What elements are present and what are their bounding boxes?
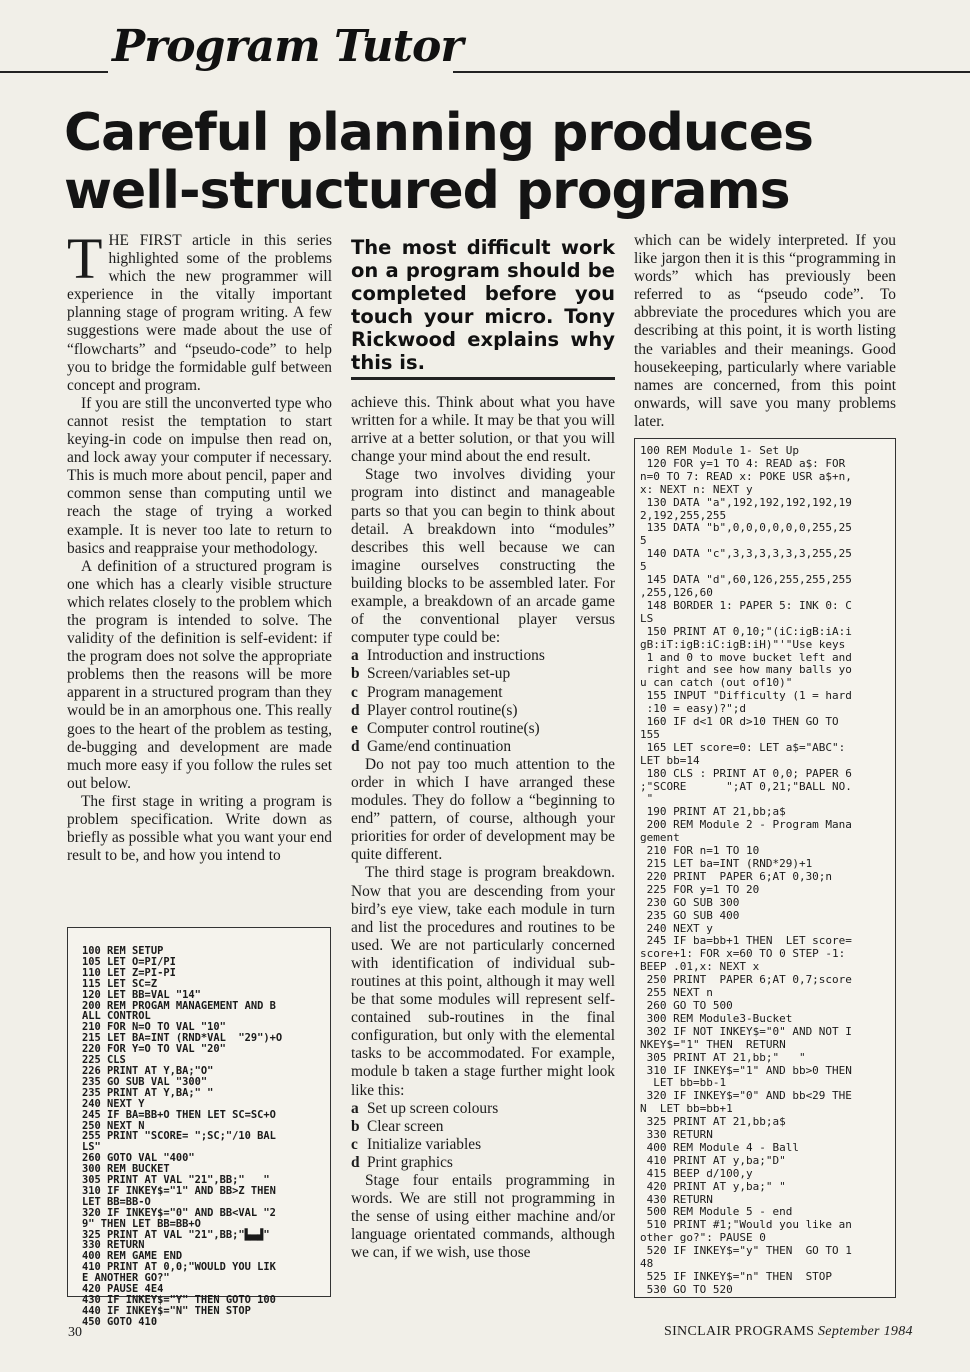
code-line: N LET bb=bb+1 [640, 1102, 733, 1116]
list-item: b Screen/variables set-up [351, 665, 511, 683]
code-line: 310 IF INKEY$="1" AND bb>0 THEN [640, 1063, 852, 1077]
code-line: n=0 TO 7: READ x: POKE USR a$+n, [640, 469, 852, 483]
code-line: ALL CONTROL [82, 1010, 151, 1023]
code-line: 520 IF INKEY$="y" THEN GO TO 1 [640, 1244, 852, 1258]
code-line: 500 REM Module 5 - end [640, 1205, 793, 1219]
code-line: score+1: FOR x=60 TO 0 STEP -1: [640, 947, 846, 961]
code-line: 140 DATA "c",3,3,3,3,3,3,255,25 [640, 547, 852, 561]
code-line: 130 DATA "a",192,192,192,192,19 [640, 495, 852, 509]
footer-credit [664, 1324, 913, 1340]
code-line: 260 GOTO VAL "400" [82, 1152, 195, 1165]
standfirst: The most difficult work on a program should be completed before you touch your micro. Tony Rickwood explains why this is. [351, 236, 615, 374]
code-line: 235 GO SUB 400 [640, 908, 740, 922]
code-line: 430 IF INKEY$="Y" THEN GOTO 100 [82, 1294, 276, 1306]
code-line: 1 and 0 to move bucket left and [640, 650, 852, 664]
code-line: 190 PRINT AT 21,bb;a$ [640, 805, 786, 819]
code-line: 100 REM Module 1- Set Up [640, 444, 799, 457]
code-line: 305 PRINT AT VAL "21",BB;" " [82, 1174, 270, 1187]
code-line: 220 FOR Y=O TO VAL "20" [82, 1043, 226, 1056]
code-line: 115 LET SC=Z [82, 977, 158, 990]
issue-date: September 1984 [818, 1324, 913, 1339]
article-column-2 [351, 394, 615, 1263]
list-item: c Program management [351, 683, 503, 701]
list-item: a Set up screen colours [351, 1099, 499, 1117]
code-line: 325 PRINT AT VAL "21",BB;"▙▄▟" [82, 1228, 270, 1241]
code-line: other go?": PAUSE 0 [640, 1231, 766, 1245]
show-through-decoration [540, 8, 553, 58]
code-line: 245 IF BA=BB+O THEN LET SC=SC+O [82, 1108, 276, 1121]
code-line: 210 FOR N=O TO VAL "10" [82, 1021, 226, 1034]
body-paragraph: which can be widely interpreted. If you like jargon then it is this “programming in words” which has previously been referred to as “pseudo code”. To abbreviate the procedures which you are describing at this point, it is worth listing the variables and their meanings. Good housekeeping, particularly where variable names are concerned, from this point onwards, will save you many problems later. [634, 232, 896, 430]
code-line: 320 IF INKEY$="0" AND bb<29 THE [640, 1089, 852, 1103]
page-number: 30 [68, 1325, 82, 1340]
code-line: 225 FOR y=1 TO 20 [640, 882, 760, 896]
code-line: LS [640, 611, 654, 625]
code-line: 410 PRINT AT y,ba;"D" [640, 1153, 786, 1167]
list-item: b Clear screen [351, 1117, 444, 1135]
code-line: 235 GO SUB VAL "300" [82, 1075, 208, 1088]
intro-paragraph [67, 226, 332, 395]
code-line: 210 FOR n=1 TO 10 [640, 844, 760, 858]
code-line: ;"SCORE ";AT 0,21;"BALL NO. [640, 779, 852, 793]
code-line: gement [640, 831, 680, 845]
code-line: 48 [640, 1257, 654, 1271]
code-line: 225 CLS [82, 1054, 126, 1067]
code-line: 420 PAUSE 4E4 [82, 1283, 164, 1296]
publication-name: SINCLAIR PROGRAMS [664, 1324, 815, 1339]
code-line: x: NEXT n: NEXT y [640, 482, 753, 496]
article-column-1 [67, 226, 332, 865]
section-title: Program Tutor [112, 21, 463, 72]
code-line: 215 LET BA=INT (RND*VAL "29")+O [82, 1032, 283, 1045]
code-line: 160 IF d<1 OR d>10 THEN GO TO [640, 715, 839, 729]
code-line: E ANOTHER GO?" [82, 1272, 170, 1285]
code-line: 220 PRINT PAPER 6;AT 0,30;n [640, 869, 833, 883]
module-list [351, 647, 615, 756]
code-line: 430 RETURN [640, 1192, 713, 1206]
code-line: 245 IF ba=bb+1 THEN LET score= [640, 934, 852, 948]
code-line: LET bb=14 [640, 753, 700, 767]
code-line: 150 PRINT AT 0,10;"(iC:igB:iA:i [640, 624, 852, 638]
code-line: 300 REM Module3-Bucket [640, 1011, 793, 1025]
code-line: 260 GO TO 500 [640, 998, 733, 1012]
code-line: 226 PRINT AT Y,BA;"O" [82, 1064, 214, 1077]
body-paragraph: Stage four entails programming in words. We are still not programming in the sense of using either machine and/or language orientated commands, although we can, if we wish, use those [351, 1172, 615, 1262]
body-paragraph: Do not pay too much attention to the order in which I have arranged these modules. They do follow a “beginning to end” pattern, of course, although your priorities for order of development may be quite different. [351, 755, 615, 864]
code-line: 2,192,255,255 [640, 508, 727, 522]
standfirst-rule [351, 377, 615, 380]
code-line: NKEY$="1" THEN RETURN [640, 1037, 786, 1051]
code-line: 200 REM PROGAM MANAGEMENT AND B [82, 999, 276, 1012]
code-line: 320 IF INKEY$="0" AND BB<VAL "2 [82, 1206, 276, 1219]
drop-cap: T [67, 226, 103, 291]
code-line: " [640, 792, 654, 806]
body-paragraph: Stage two involves dividing your program into distinct and manageable parts so that you can begin to think about detail. A breakdown into “modules” describes this well because we can imagine ourselves constructing the building blocks to be assembled later. For example, a breakdown of an arcade game of the conventional player versus computer type could be: [351, 466, 615, 647]
code-line: 120 FOR y=1 TO 4: READ a$: FOR [640, 456, 846, 470]
code-line: 440 IF INKEY$="N" THEN STOP [82, 1304, 251, 1317]
code-line: 165 LET score=0: LET a$="ABC": [640, 740, 846, 754]
code-line: BEEP .01,x: NEXT x [640, 960, 760, 974]
code-line: 5 [640, 534, 647, 548]
list-item: e Computer control routine(s) [351, 719, 540, 737]
code-line: 410 PRINT AT 0,0;"WOULD YOU LIK [82, 1261, 276, 1274]
code-line: 400 REM Module 4 - Ball [640, 1140, 799, 1154]
code-line: 180 CLS : PRINT AT 0,0; PAPER 6 [640, 766, 852, 780]
code-line: 200 REM Module 2 - Program Mana [640, 818, 852, 832]
code-line: 250 PRINT PAPER 6;AT 0,7;score [640, 973, 852, 987]
intro-text: HE FIRST article in this series highlighted some of the problems which the new programmer will experience in the vitally important planning stage of program writing. A few suggestions were made about the use of “flowcharts” and “pseudo-code” to help you to bridge the formidable gulf between concept and program. [67, 232, 332, 394]
code-line: 255 NEXT n [640, 986, 713, 1000]
code-line: 302 IF NOT INKEY$="0" AND NOT I [640, 1024, 852, 1038]
code-line: 415 BEEP d/100,y [640, 1166, 753, 1180]
code-line: 250 NEXT N [82, 1119, 145, 1132]
body-paragraph: The third stage is program breakdown. Now that you are descending from your bird’s eye view, take each module in turn and list the procedures and routines to be used. We are not particularly concerned with identification of individual sub-routines at this point, although it may well be that some modules will represent self-contained sub-routines in the final configuration, but only with the elemental tasks to be accommodated. For example, module b taken a stage further might look like this: [351, 864, 615, 1099]
body-paragraph: The first stage in writing a program is problem specification. Write down as briefly as possible what you want your end result to be, and how you intend to [67, 792, 332, 865]
code-line: 255 PRINT "SCORE= ";SC;"/10 BAL [82, 1130, 276, 1143]
code-line: 510 PRINT #1;"Would you like an [640, 1218, 852, 1232]
code-line: LS" [82, 1141, 101, 1154]
code-line: 530 GO TO 520 [640, 1282, 733, 1296]
code-line: 148 BORDER 1: PAPER 5: INK 0: C [640, 598, 852, 612]
code-line: 400 REM GAME END [82, 1250, 183, 1263]
code-line: 305 PRINT AT 21,bb;" " [640, 1050, 806, 1064]
code-line: 145 DATA "d",60,126,255,255,255 [640, 573, 852, 587]
code-line: 110 LET Z=PI-PI [82, 966, 176, 979]
body-paragraph: If you are still the unconverted type who cannot resist the temptation to start keying-in code on impulse then read on, and lock away your computer if necessary. This is much more about pencil, paper and common sense than computing until we reach the stage of trying a worked example. It is never too late to return to basics and reappraise your methodology. [67, 394, 332, 557]
list-item: d Print graphics [351, 1153, 453, 1171]
code-line: 240 NEXT Y [82, 1097, 145, 1110]
headline: Careful planning produces well-structured programs [64, 103, 813, 221]
code-line: 5 [640, 560, 647, 574]
code-line: LET BB=BB-O [82, 1195, 151, 1208]
body-paragraph: A definition of a structured program is one which has a clearly visible structure which relates closely to the problem which the program is intended to solve. The validity of the definition is self-evident: if the program does not solve the appropriate problems then the reasons will be more apparent in a structured program than they would be in an amorphous one. This really goes to the heart of the problem as testing, de-bugging and development are made much more easy if you follow the rules set out below. [67, 557, 332, 792]
code-line: u can catch (out of10)" [640, 676, 793, 690]
code-line: 230 GO SUB 300 [640, 895, 740, 909]
code-listing-1 [67, 927, 331, 1328]
list-item: d Player control routine(s) [351, 701, 518, 719]
code-line: 215 LET ba=INT (RND*29)+1 [640, 857, 813, 870]
body-paragraph: achieve this. Think about what you have written for a while. It may be that you will arrive at a better solution, or that you will change your mind about the end result. [351, 394, 615, 466]
article-column-3 [634, 232, 896, 431]
code-line: 240 NEXT y [640, 921, 713, 935]
code-line: 155 INPUT "Difficulty (1 = hard [640, 689, 852, 703]
code-line: 300 REM BUCKET [82, 1163, 170, 1176]
code-line: gB:iT:igB:iC:igB:iH)"'"Use keys [640, 637, 846, 651]
list-item: d Game/end continuation [351, 737, 512, 755]
code-line: 155 [640, 727, 660, 741]
code-line: right and see how many balls yo [640, 663, 852, 677]
code-line: 525 IF INKEY$="n" THEN STOP [640, 1270, 833, 1283]
code-line: 420 PRINT AT y,ba;" " [640, 1179, 786, 1193]
code-line: 135 DATA "b",0,0,0,0,0,0,255,25 [640, 521, 852, 535]
code-line: 235 PRINT AT Y,BA;" " [82, 1086, 214, 1099]
code-line: 310 IF INKEY$="1" AND BB>Z THEN [82, 1184, 276, 1197]
code-line: 450 GOTO 410 [82, 1315, 158, 1328]
code-line: 330 RETURN [82, 1239, 145, 1252]
code-line: 325 PRINT AT 21,bb;a$ [640, 1115, 786, 1129]
list-item: a Introduction and instructions [351, 647, 545, 665]
code-line: 105 LET O=PI/PI [82, 955, 176, 968]
code-line: 330 RETURN [640, 1128, 713, 1142]
code-line: ,255,126,60 [640, 585, 713, 599]
code-line: LET bb=bb-1 [640, 1076, 727, 1090]
task-list [351, 1100, 615, 1172]
code-line: :10 = easy)?";d [640, 702, 746, 716]
code-line: 100 REM SETUP [82, 945, 164, 957]
code-line: 120 LET BB=VAL "14" [82, 988, 201, 1001]
code-listing-2 [634, 438, 896, 1298]
code-line: 9" THEN LET BB=BB+O [82, 1217, 201, 1230]
list-item: c Initialize variables [351, 1135, 482, 1153]
